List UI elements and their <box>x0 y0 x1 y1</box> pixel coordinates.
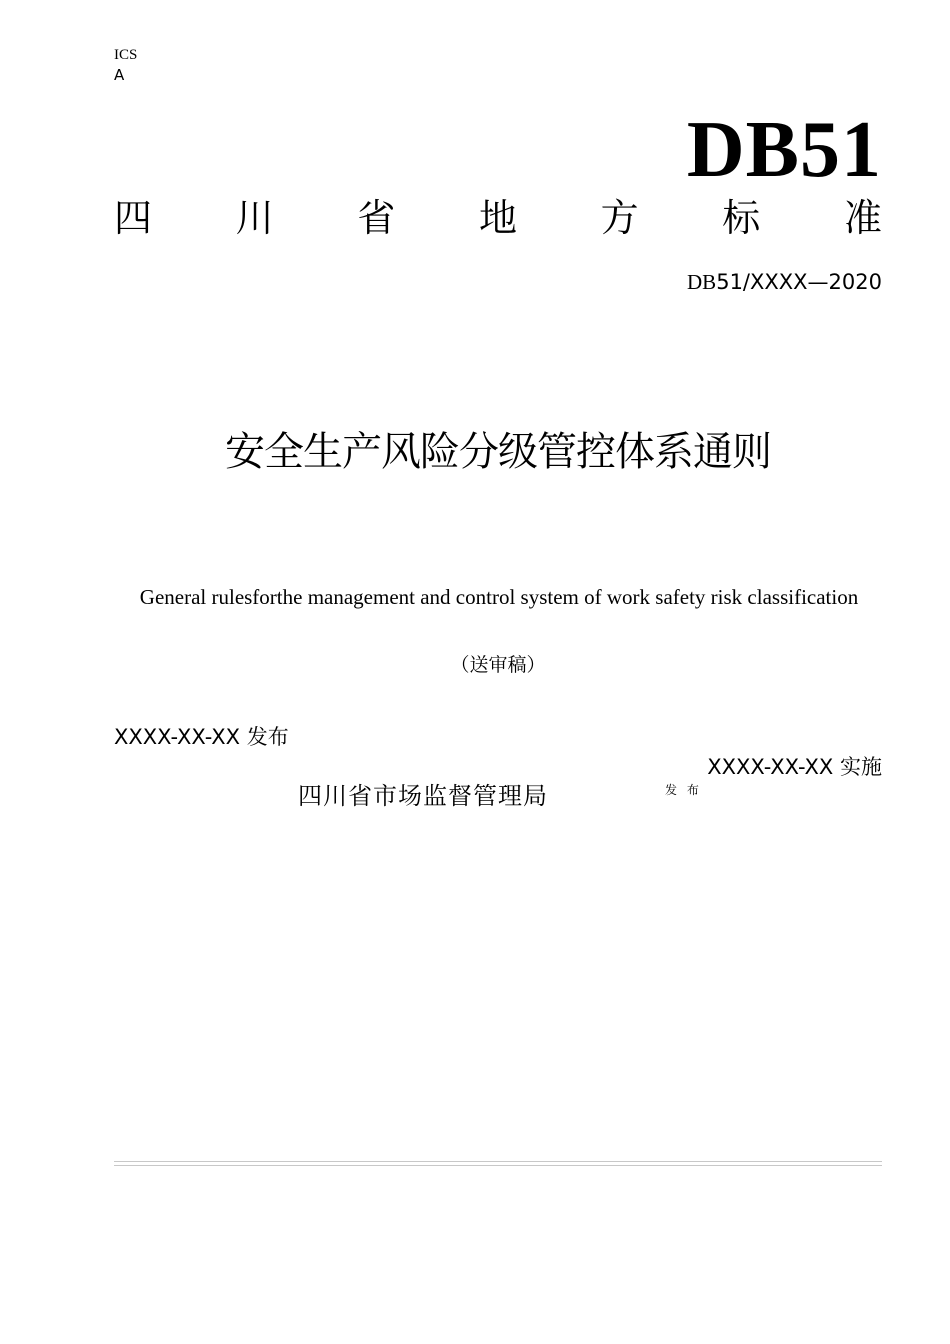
standard-number-rest: 51/XXXX—2020 <box>716 270 882 294</box>
issue-label: 发 布 <box>665 783 702 797</box>
standard-number <box>687 268 882 296</box>
classification-code: A <box>114 66 125 84</box>
standard-kind-char: 省 <box>357 196 396 240</box>
standard-kind-char: 四 <box>114 196 153 240</box>
standard-kind-char: 川 <box>235 196 274 240</box>
standard-kind-char: 准 <box>843 196 882 240</box>
ics-label: ICS <box>114 47 138 63</box>
document-title: 安全生产风险分级管控体系通则 <box>225 429 771 475</box>
issuing-authority: 四川省市场监督管理局 <box>298 782 548 810</box>
standard-logo: DB51 <box>686 106 882 194</box>
standard-kind <box>114 194 882 242</box>
implementation-date: XXXX-XX-XX 实施 <box>707 755 882 779</box>
footer-divider <box>114 1161 882 1166</box>
standard-kind-char: 方 <box>600 196 639 240</box>
standard-kind-char: 标 <box>722 196 761 240</box>
standard-number-prefix: DB <box>687 270 717 294</box>
publish-date: XXXX-XX-XX 发布 <box>114 725 289 749</box>
draft-note: （送审稿） <box>450 654 546 676</box>
standard-kind-char: 地 <box>478 196 517 240</box>
document-title-english: General rulesforthe management and control system of work safety risk classification <box>139 585 859 609</box>
